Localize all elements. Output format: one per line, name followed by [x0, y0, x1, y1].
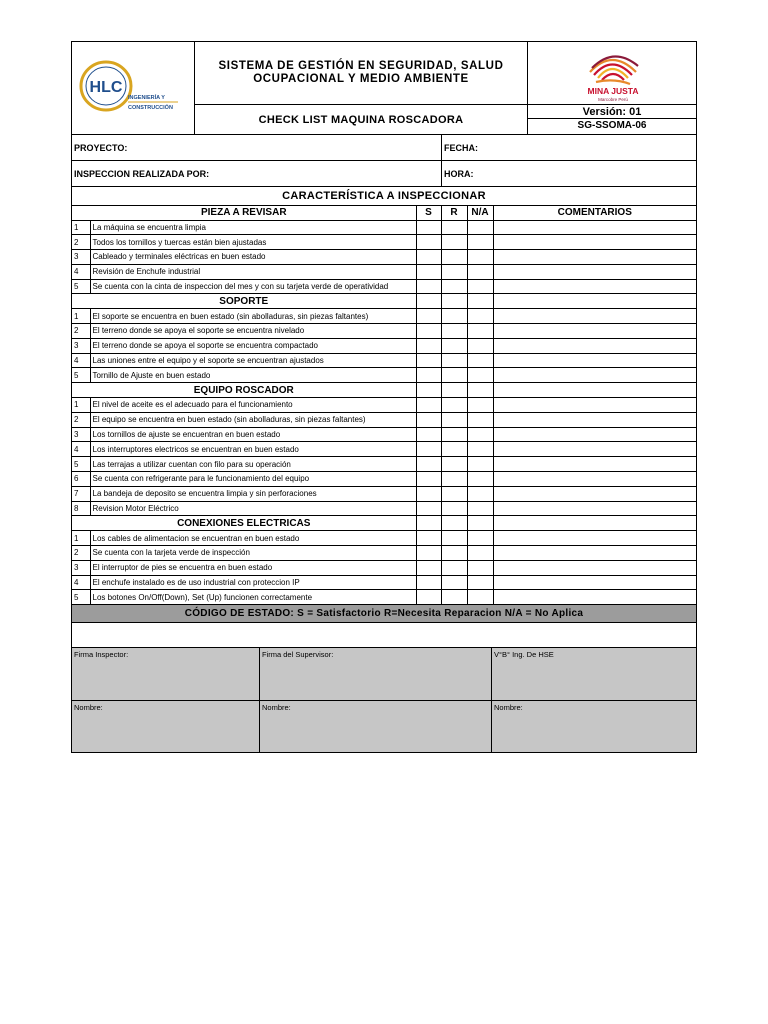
status-code-legend: CÓDIGO DE ESTADO: S = Satisfactorio R=Necesita Reparacion N/A = No Aplica: [72, 605, 696, 623]
r-cell[interactable]: [441, 560, 467, 575]
item-text: Las uniones entre el equipo y el soporte se encuentran ajustados: [90, 353, 416, 368]
item-number: 6: [72, 472, 90, 487]
s-cell[interactable]: [416, 472, 441, 487]
item-text: Los cables de alimentacion se encuentran en buen estado: [90, 531, 416, 546]
na-cell[interactable]: [467, 427, 493, 442]
proyecto-field[interactable]: PROYECTO:: [72, 135, 442, 160]
hlc-subtitle-2: CONSTRUCCIÓN: [128, 105, 173, 111]
s-cell[interactable]: [416, 324, 441, 339]
na-cell[interactable]: [467, 264, 493, 279]
section-heading: CARACTERÍSTICA A INSPECCIONAR: [72, 187, 696, 206]
hlc-logo: [72, 42, 195, 134]
table-row: [72, 309, 696, 324]
s-cell[interactable]: [416, 398, 441, 413]
item-text: La bandeja de deposito se encuentra limpia y sin perforaciones: [90, 486, 416, 501]
r-cell[interactable]: [441, 324, 467, 339]
item-number: 3: [72, 427, 90, 442]
s-cell[interactable]: [416, 250, 441, 265]
table-row: [72, 368, 696, 383]
comment-cell[interactable]: [493, 486, 696, 501]
item-text: El terreno donde se apoya el soporte se encuentra nivelado: [90, 324, 416, 339]
comment-cell[interactable]: [493, 264, 696, 279]
table-row: [72, 353, 696, 368]
r-cell[interactable]: [441, 398, 467, 413]
item-number: 1: [72, 220, 90, 235]
item-text: El interruptor de pies se encuentra en buen estado: [90, 560, 416, 575]
hlc-subtitle-1: INGENIERÍA Y: [128, 95, 165, 101]
s-cell[interactable]: [416, 338, 441, 353]
item-number: 1: [72, 398, 90, 413]
item-text: Se cuenta con refrigerante para le funcionamiento del equipo: [90, 472, 416, 487]
comment-cell[interactable]: [493, 575, 696, 590]
r-cell[interactable]: [441, 575, 467, 590]
r-cell[interactable]: [441, 338, 467, 353]
mina-justa-logo: [528, 42, 696, 105]
item-number: 4: [72, 575, 90, 590]
r-cell[interactable]: [441, 368, 467, 383]
table-row: [72, 412, 696, 427]
comment-cell[interactable]: [493, 427, 696, 442]
table-row: [72, 590, 696, 605]
section-title: CONEXIONES ELECTRICAS: [72, 516, 416, 531]
r-cell[interactable]: [441, 220, 467, 235]
hlc-logo-graphic: [72, 42, 195, 135]
item-text: El equipo se encuentra en buen estado (sin abolladuras, sin piezas faltantes): [90, 412, 416, 427]
item-number: 3: [72, 338, 90, 353]
s-cell[interactable]: [416, 486, 441, 501]
s-cell[interactable]: [416, 309, 441, 324]
na-cell[interactable]: [467, 338, 493, 353]
item-text: El enchufe instalado es de uso industrial con proteccion IP: [90, 575, 416, 590]
item-text: La máquina se encuentra limpia: [90, 220, 416, 235]
vb-hse-field[interactable]: V°B° Ing. De HSE: [494, 650, 554, 660]
item-text: El terreno donde se apoya el soporte se encuentra compactado: [90, 338, 416, 353]
item-text: Cableado y terminales eléctricas en buen estado: [90, 250, 416, 265]
r-cell[interactable]: [441, 442, 467, 457]
column-header-pieza: PIEZA A REVISAR: [72, 206, 416, 220]
na-cell[interactable]: [467, 575, 493, 590]
nombre-supervisor-field[interactable]: Nombre:: [260, 701, 492, 752]
r-cell[interactable]: [441, 235, 467, 250]
column-header-na: N/A: [467, 206, 493, 220]
r-cell[interactable]: [441, 412, 467, 427]
item-text: El nivel de aceite es el adecuado para el funcionamiento: [90, 398, 416, 413]
column-header-comentarios: COMENTARIOS: [493, 206, 696, 220]
comment-cell[interactable]: [493, 368, 696, 383]
comment-cell[interactable]: [493, 324, 696, 339]
item-number: 3: [72, 250, 90, 265]
table-row: [72, 324, 696, 339]
s-cell[interactable]: [416, 427, 441, 442]
section-title-row: [72, 294, 696, 309]
table-row: [72, 338, 696, 353]
r-cell[interactable]: [441, 590, 467, 605]
s-cell[interactable]: [416, 264, 441, 279]
r-cell[interactable]: [441, 501, 467, 516]
version-label: Versión: 01: [528, 105, 696, 119]
item-number: 4: [72, 442, 90, 457]
na-cell[interactable]: [467, 412, 493, 427]
table-row: [72, 264, 696, 279]
na-cell[interactable]: [467, 235, 493, 250]
table-row: [72, 235, 696, 250]
na-cell[interactable]: [467, 486, 493, 501]
comment-cell[interactable]: [493, 338, 696, 353]
na-cell[interactable]: [467, 368, 493, 383]
hora-field[interactable]: HORA:: [444, 168, 474, 179]
na-cell[interactable]: [467, 501, 493, 516]
table-row: [72, 531, 696, 546]
table-row: [72, 427, 696, 442]
item-text: Revisión de Enchufe industrial: [90, 264, 416, 279]
item-text: Tornillo de Ajuste en buen estado: [90, 368, 416, 383]
mina-justa-tagline: Marcobre Perú: [598, 97, 628, 102]
fecha-field[interactable]: FECHA:: [444, 142, 478, 153]
table-row: [72, 486, 696, 501]
r-cell[interactable]: [441, 250, 467, 265]
s-cell[interactable]: [416, 442, 441, 457]
table-row: [72, 472, 696, 487]
item-number: 5: [72, 457, 90, 472]
column-header-s: S: [416, 206, 441, 220]
comment-cell[interactable]: [493, 353, 696, 368]
item-number: 3: [72, 560, 90, 575]
item-text: Todos los tornillos y tuercas están bien ajustadas: [90, 235, 416, 250]
s-cell[interactable]: [416, 560, 441, 575]
s-cell[interactable]: [416, 368, 441, 383]
s-cell[interactable]: [416, 546, 441, 561]
comment-cell[interactable]: [493, 235, 696, 250]
table-row: [72, 560, 696, 575]
document-code: SG-SSOMA-06: [577, 120, 647, 131]
item-number: 2: [72, 324, 90, 339]
firma-supervisor-field[interactable]: Firma del Supervisor:: [260, 648, 492, 700]
item-text: Los botones On/Off(Down), Set (Up) funcionen correctamente: [90, 590, 416, 605]
table-row: [72, 501, 696, 516]
r-cell[interactable]: [441, 264, 467, 279]
section-title-row: [72, 383, 696, 398]
comment-cell[interactable]: [493, 412, 696, 427]
s-cell[interactable]: [416, 235, 441, 250]
signature-row: [72, 648, 696, 700]
na-cell[interactable]: [467, 398, 493, 413]
info-row-project: [72, 135, 696, 161]
item-number: 2: [72, 546, 90, 561]
na-cell[interactable]: [467, 220, 493, 235]
section-title-row: [72, 516, 696, 531]
item-text: Revision Motor Eléctrico: [90, 501, 416, 516]
item-text: Los tornillos de ajuste se encuentran en buen estado: [90, 427, 416, 442]
comment-cell[interactable]: [493, 472, 696, 487]
r-cell[interactable]: [441, 546, 467, 561]
nombre-hse-field[interactable]: Nombre:: [494, 703, 523, 713]
info-row-inspection: [72, 161, 696, 187]
item-number: 7: [72, 486, 90, 501]
item-text: El soporte se encuentra en buen estado (sin abolladuras, sin piezas faltantes): [90, 309, 416, 324]
item-number: 5: [72, 590, 90, 605]
r-cell[interactable]: [441, 486, 467, 501]
s-cell[interactable]: [416, 590, 441, 605]
item-number: 8: [72, 501, 90, 516]
item-text: Las terrajas a utilizar cuentan con filo para su operación: [90, 457, 416, 472]
checklist-sheet: [71, 41, 697, 753]
item-number: 2: [72, 412, 90, 427]
item-number: 1: [72, 531, 90, 546]
item-number: 2: [72, 235, 90, 250]
na-cell[interactable]: [467, 590, 493, 605]
item-text: Se cuenta con la cinta de inspeccion del mes y con su tarjeta verde de operatividad: [90, 279, 416, 294]
r-cell[interactable]: [441, 457, 467, 472]
s-cell[interactable]: [416, 220, 441, 235]
section-title: SOPORTE: [72, 294, 416, 309]
comment-cell[interactable]: [493, 279, 696, 294]
na-cell[interactable]: [467, 457, 493, 472]
nombre-inspector-field[interactable]: Nombre:: [72, 701, 260, 752]
na-cell[interactable]: [467, 279, 493, 294]
mina-justa-logo-graphic: [528, 42, 696, 105]
inspection-table: [72, 206, 696, 605]
comment-cell[interactable]: [493, 309, 696, 324]
na-cell[interactable]: [467, 324, 493, 339]
item-text: Los interruptores electricos se encuentran en buen estado: [90, 442, 416, 457]
document-subtitle: CHECK LIST MAQUINA ROSCADORA: [258, 113, 464, 126]
comment-cell[interactable]: [493, 590, 696, 605]
na-cell[interactable]: [467, 472, 493, 487]
item-number: 5: [72, 279, 90, 294]
r-cell[interactable]: [441, 427, 467, 442]
na-cell[interactable]: [467, 442, 493, 457]
r-cell[interactable]: [441, 531, 467, 546]
comment-cell[interactable]: [493, 250, 696, 265]
na-cell[interactable]: [467, 250, 493, 265]
s-cell[interactable]: [416, 531, 441, 546]
s-cell[interactable]: [416, 279, 441, 294]
na-cell[interactable]: [467, 546, 493, 561]
table-row: [72, 279, 696, 294]
comment-cell[interactable]: [493, 501, 696, 516]
comment-cell[interactable]: [493, 442, 696, 457]
inspeccion-field[interactable]: INSPECCION REALIZADA POR:: [72, 161, 442, 186]
firma-inspector-field[interactable]: Firma Inspector:: [72, 648, 260, 700]
comment-cell[interactable]: [493, 398, 696, 413]
item-text: Se cuenta con la tarjeta verde de inspección: [90, 546, 416, 561]
hlc-initials: HLC: [89, 79, 123, 96]
r-cell[interactable]: [441, 353, 467, 368]
table-row: [72, 398, 696, 413]
na-cell[interactable]: [467, 309, 493, 324]
comment-cell[interactable]: [493, 546, 696, 561]
blank-row: [72, 623, 696, 648]
r-cell[interactable]: [441, 279, 467, 294]
table-header-row: [72, 206, 696, 220]
table-row: [72, 457, 696, 472]
table-row: [72, 546, 696, 561]
comment-cell[interactable]: [493, 531, 696, 546]
item-number: 4: [72, 353, 90, 368]
section-title: EQUIPO ROSCADOR: [72, 383, 416, 398]
column-header-r: R: [441, 206, 467, 220]
s-cell[interactable]: [416, 575, 441, 590]
document-header: [72, 42, 696, 135]
s-cell[interactable]: [416, 353, 441, 368]
comment-cell[interactable]: [493, 457, 696, 472]
document-title: SISTEMA DE GESTIÓN EN SEGURIDAD, SALUD OCUPACIONAL Y MEDIO AMBIENTE: [195, 42, 527, 105]
r-cell[interactable]: [441, 472, 467, 487]
comment-cell[interactable]: [493, 560, 696, 575]
na-cell[interactable]: [467, 560, 493, 575]
s-cell[interactable]: [416, 412, 441, 427]
table-row: [72, 575, 696, 590]
mina-justa-name: MINA JUSTA: [587, 86, 639, 96]
item-number: 4: [72, 264, 90, 279]
item-number: 5: [72, 368, 90, 383]
s-cell[interactable]: [416, 501, 441, 516]
table-row: [72, 220, 696, 235]
na-cell[interactable]: [467, 531, 493, 546]
s-cell[interactable]: [416, 457, 441, 472]
table-row: [72, 442, 696, 457]
name-row: [72, 700, 696, 752]
table-row: [72, 250, 696, 265]
na-cell[interactable]: [467, 353, 493, 368]
comment-cell[interactable]: [493, 220, 696, 235]
item-number: 1: [72, 309, 90, 324]
r-cell[interactable]: [441, 309, 467, 324]
